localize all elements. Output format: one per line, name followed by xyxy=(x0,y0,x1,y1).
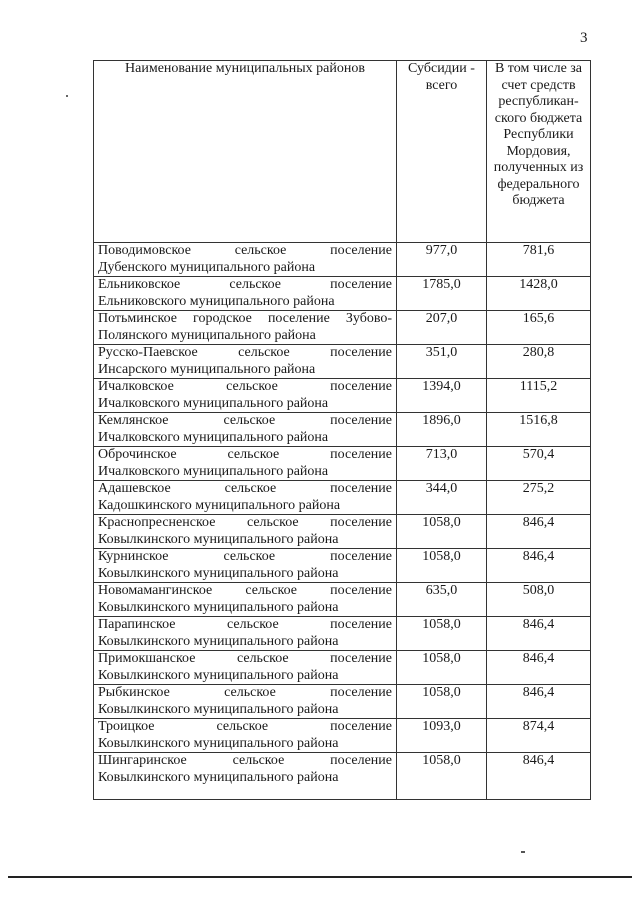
settlement-name-line2: Ичалковского муниципального района xyxy=(98,463,329,479)
subsidy-total: 977,0 xyxy=(397,243,487,277)
settlement-name-line1: Курнинское сельское поселение xyxy=(98,549,392,564)
header-name: Наименование муниципальных районов xyxy=(94,61,397,243)
settlement-name xyxy=(94,753,397,800)
header-total: Субсидии - всего xyxy=(397,61,487,243)
subsidy-federal: 1115,2 xyxy=(487,379,591,413)
subsidy-total: 1785,0 xyxy=(397,277,487,311)
settlement-name-line2: Инсарского муниципального района xyxy=(98,361,316,377)
settlement-name-line2: Ичалковского муниципального района xyxy=(98,429,329,445)
table-row xyxy=(94,311,591,345)
subsidy-total: 1058,0 xyxy=(397,515,487,549)
subsidy-total: 344,0 xyxy=(397,481,487,515)
subsidy-total: 1058,0 xyxy=(397,549,487,583)
table-body xyxy=(94,243,591,800)
settlement-name-line1: Кемлянское сельское поселение xyxy=(98,413,392,428)
settlement-name-line1: Ельниковское сельское поселение xyxy=(98,277,392,292)
subsidy-federal: 165,6 xyxy=(487,311,591,345)
settlement-name xyxy=(94,345,397,379)
subsidy-federal: 570,4 xyxy=(487,447,591,481)
settlement-name-line1: Краснопресненское сельское поселение xyxy=(98,515,392,530)
settlement-name-line2: Ковылкинского муниципального района xyxy=(98,531,339,547)
settlement-name-line2: Ковылкинского муниципального района xyxy=(98,735,339,751)
settlement-name xyxy=(94,515,397,549)
subsidy-federal: 781,6 xyxy=(487,243,591,277)
settlement-name-line2: Дубенского муниципального района xyxy=(98,259,316,275)
settlement-name-line1: Рыбкинское сельское поселение xyxy=(98,685,392,700)
settlement-name xyxy=(94,379,397,413)
table-row xyxy=(94,243,591,277)
subsidy-federal: 846,4 xyxy=(487,617,591,651)
table-row xyxy=(94,685,591,719)
subsidy-total: 713,0 xyxy=(397,447,487,481)
subsidy-total: 1058,0 xyxy=(397,617,487,651)
settlement-name-line2: Ельниковского муниципального района xyxy=(98,293,335,309)
settlement-name xyxy=(94,481,397,515)
settlement-name-line1: Адашевское сельское поселение xyxy=(98,481,392,496)
subsidy-federal: 275,2 xyxy=(487,481,591,515)
subsidy-total: 1896,0 xyxy=(397,413,487,447)
settlement-name xyxy=(94,311,397,345)
settlement-name-line1: Парапинское сельское поселение xyxy=(98,617,392,632)
settlement-name-line1: Примокшанское сельское поселение xyxy=(98,651,392,666)
settlement-name-line2: Полянского муниципального района xyxy=(98,327,316,343)
subsidy-federal: 846,4 xyxy=(487,515,591,549)
settlement-name xyxy=(94,277,397,311)
settlement-name-line1: Оброчинское сельское поселение xyxy=(98,447,392,462)
table-row xyxy=(94,617,591,651)
subsidy-total: 1058,0 xyxy=(397,651,487,685)
settlement-name-line2: Ковылкинского муниципального района xyxy=(98,769,339,785)
settlement-name-line1: Шингаринское сельское поселение xyxy=(98,753,392,768)
header-federal: В том числе за счет средств республикан-ского бюджета Республики Мордовия, полученных из федерального бюджета xyxy=(487,61,591,243)
settlement-name xyxy=(94,243,397,277)
settlement-name-line2: Ковылкинского муниципального района xyxy=(98,701,339,717)
page-number: 3 xyxy=(580,30,588,46)
settlement-name-line2: Ичалковского муниципального района xyxy=(98,395,329,411)
settlement-name-line1: Русско-Паевское сельское поселение xyxy=(98,345,392,360)
subsidy-total: 1093,0 xyxy=(397,719,487,753)
subsidy-total: 1394,0 xyxy=(397,379,487,413)
table-row xyxy=(94,277,591,311)
settlement-name-line1: Новомамангинское сельское поселение xyxy=(98,583,392,598)
settlement-name xyxy=(94,549,397,583)
subsidy-federal: 508,0 xyxy=(487,583,591,617)
settlement-name xyxy=(94,583,397,617)
scan-speck xyxy=(521,851,525,853)
subsidy-federal: 846,4 xyxy=(487,753,591,800)
subsidy-federal: 846,4 xyxy=(487,549,591,583)
subsidy-total: 351,0 xyxy=(397,345,487,379)
settlement-name xyxy=(94,617,397,651)
subsidy-federal: 874,4 xyxy=(487,719,591,753)
subsidy-federal: 280,8 xyxy=(487,345,591,379)
settlement-name xyxy=(94,685,397,719)
subsidy-federal: 846,4 xyxy=(487,651,591,685)
settlement-name-line2: Ковылкинского муниципального района xyxy=(98,599,339,615)
table-row xyxy=(94,345,591,379)
scan-speck xyxy=(66,95,68,97)
table-row xyxy=(94,651,591,685)
settlement-name-line2: Ковылкинского муниципального района xyxy=(98,667,339,683)
table-row xyxy=(94,753,591,800)
settlement-name xyxy=(94,719,397,753)
table-row xyxy=(94,583,591,617)
table-row xyxy=(94,447,591,481)
subsidy-total: 1058,0 xyxy=(397,685,487,719)
settlement-name-line2: Ковылкинского муниципального района xyxy=(98,565,339,581)
settlement-name-line1: Поводимовское сельское поселение xyxy=(98,243,392,258)
table-row xyxy=(94,719,591,753)
table-row xyxy=(94,413,591,447)
settlement-name xyxy=(94,447,397,481)
subsidy-total: 207,0 xyxy=(397,311,487,345)
table-row xyxy=(94,379,591,413)
subsidy-total: 635,0 xyxy=(397,583,487,617)
table-header-row xyxy=(94,61,591,243)
subsidy-federal: 1428,0 xyxy=(487,277,591,311)
settlement-name-line1: Троицкое сельское поселение xyxy=(98,719,392,734)
table-row xyxy=(94,515,591,549)
settlement-name-line2: Кадошкинского муниципального района xyxy=(98,497,341,513)
table-row xyxy=(94,549,591,583)
settlement-name-line1: Потьминское городское поселение Зубово- xyxy=(98,311,392,326)
table-row xyxy=(94,481,591,515)
settlement-name-line1: Ичалковское сельское поселение xyxy=(98,379,392,394)
subsidy-total: 1058,0 xyxy=(397,753,487,800)
settlement-name xyxy=(94,651,397,685)
settlement-name xyxy=(94,413,397,447)
subsidy-table xyxy=(93,60,591,800)
settlement-name-line2: Ковылкинского муниципального района xyxy=(98,633,339,649)
bottom-rule xyxy=(8,876,632,878)
subsidy-federal: 1516,8 xyxy=(487,413,591,447)
subsidy-federal: 846,4 xyxy=(487,685,591,719)
